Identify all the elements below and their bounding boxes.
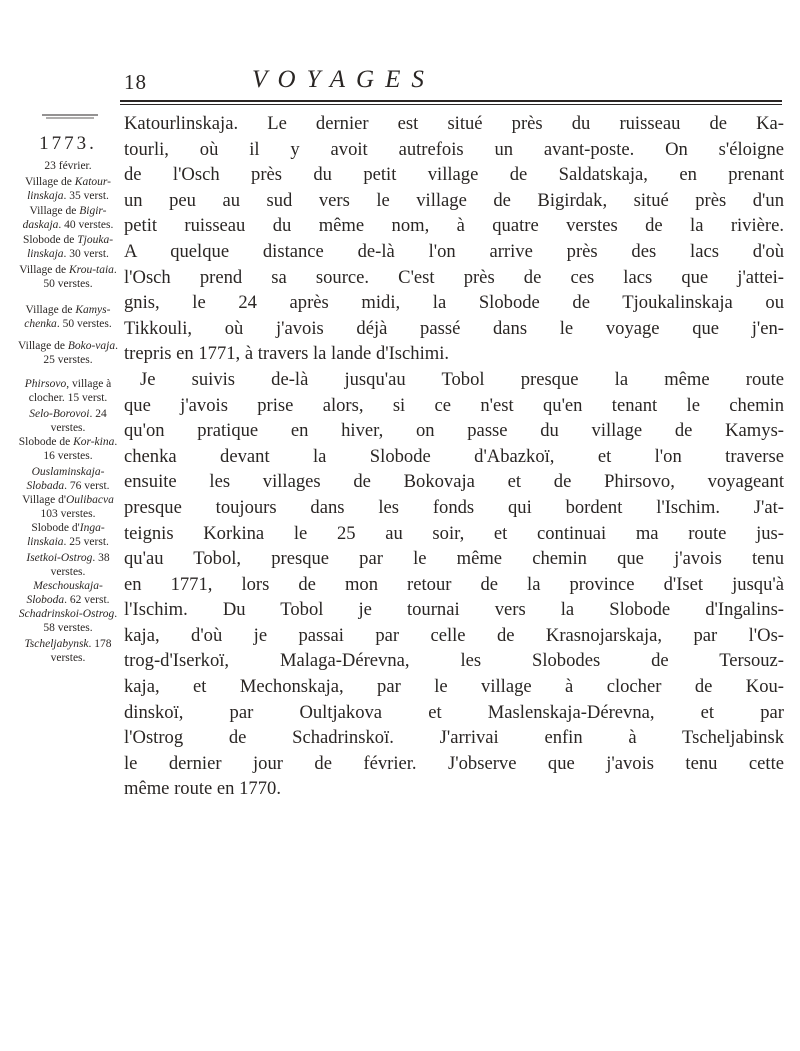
margin-note-prefix: Village de — [25, 304, 76, 316]
margin-note — [18, 408, 118, 435]
margin-note-prefix: Village de — [18, 340, 68, 352]
text-line: kaja, et Mechonskaja, par le village à clocher de Kou- — [124, 676, 784, 698]
margin-note-distance: 103 verstes. — [40, 507, 96, 520]
header-rule-thin — [120, 104, 782, 105]
text-line: presque toujours dans les fonds qui bordent l'Ischim. J'at- — [124, 496, 784, 518]
margin-note-distance: . 50 verstes. — [56, 317, 112, 330]
margin-note-place: Inga-linskaia — [27, 522, 105, 548]
text-line: kaja, d'où je passai par celle de Krasnojarskaja, par l'Os- — [124, 624, 784, 646]
margin-note-distance: . 178 verstes. — [50, 638, 112, 664]
main-text — [124, 111, 784, 802]
margin-date: 23 février. — [44, 160, 92, 172]
margin-note-prefix: Slobode de — [22, 234, 78, 246]
margin-note — [18, 205, 118, 232]
margin-note-distance: . 62 verst. — [64, 593, 110, 606]
text-line: chenka devant la Slobode d'Abazkoï, et l'on traverse — [124, 445, 784, 467]
text-line: un peu au sud vers le village de Bigirdak, situé près d'un — [124, 189, 784, 211]
text-line: que j'avois prise alors, si ce n'est qu'en tenant le chemin — [124, 394, 784, 416]
margin-flourish — [40, 113, 100, 121]
margin-note-place: Bigir-daskaja — [22, 205, 107, 231]
text-line: Katourlinskaja. Le dernier est situé près du ruisseau de Ka- — [124, 113, 784, 134]
text-line: Tikkouli, où j'avois déjà passé dans le voyage que j'en- — [124, 317, 784, 339]
header-rule — [120, 100, 782, 102]
margin-note — [18, 304, 118, 331]
text-line: l'Ischim. Du Tobol je tournai vers la Slobode d'Ingalins- — [124, 599, 784, 621]
margin-note — [18, 176, 118, 203]
text-line: en 1771, lors de mon retour de la province d'Iset jusqu'à — [124, 573, 784, 595]
margin-note — [18, 494, 118, 521]
margin-note — [18, 340, 118, 367]
margin-note-place: Phirsovo — [24, 378, 67, 390]
margin-note-distance: , village à clocher. 15 verst. — [28, 378, 112, 404]
margin-note-distance: . 35 verst. — [63, 189, 109, 202]
margin-note — [18, 638, 118, 665]
text-line: petit ruisseau du même nom, à quatre verstes de la rivière. — [124, 215, 784, 237]
running-title: VOYAGES — [252, 66, 435, 93]
margin-note-place: Meschouskaja-Sloboda — [26, 580, 103, 606]
margin-note-place: Tscheljabynsk — [24, 638, 89, 650]
margin-note-distance: . 50 verstes. — [43, 264, 117, 290]
text-line: teignis Korkina le 25 au soir, et continuai ma route jus- — [124, 522, 784, 544]
margin-note — [18, 580, 118, 607]
margin-note-distance: . 24 verstes. — [50, 408, 107, 434]
margin-note-place: Ouslaminskaja-Slobada — [26, 466, 105, 492]
margin-note-place: Selo-Borovoi — [29, 408, 90, 420]
margin-note-distance: . 38 verstes. — [50, 552, 110, 578]
margin-note — [18, 466, 118, 493]
margin-year: 1773. — [39, 133, 97, 154]
text-line: trepris en 1771, à travers la lande d'Ischimi. — [124, 343, 450, 365]
margin-note-place: Schadrinskoi-Ostrog — [18, 608, 115, 620]
margin-note-place: Kor-kina — [73, 436, 115, 448]
margin-note-prefix: Village d' — [22, 494, 66, 506]
text-line: A quelque distance de-là l'on arrive près des lacs d'où — [124, 240, 784, 262]
text-line: Je suivis de-là jusqu'au Tobol presque la même route — [140, 368, 784, 390]
margin-note-prefix: Village de — [29, 205, 80, 217]
margin-note-distance: . 25 verst. — [63, 535, 109, 548]
margin-note-distance: . 58 verstes. — [43, 608, 118, 634]
margin-note — [18, 378, 118, 405]
margin-note-place: Isetkoi-Ostrog — [26, 552, 93, 564]
margin-note-place: Boko-vaja — [67, 340, 116, 352]
margin-note — [18, 608, 118, 635]
text-line: trog-d'Iserkoï, Malaga-Dérevna, les Slobodes de Tersouz- — [124, 650, 784, 672]
margin-note-place: Tjouka-linskaja — [27, 234, 114, 260]
margin-note-distance: . 40 verstes. — [58, 218, 114, 231]
margin-note — [18, 264, 118, 291]
text-line: l'Ostrog de Schadrinskoï. J'arrivai enfin à Tscheljabinsk — [124, 727, 784, 749]
margin-note-prefix: Village de — [19, 264, 69, 276]
margin-note-prefix: Slobode de — [18, 436, 74, 448]
margin-note-distance: . 25 verstes. — [43, 340, 118, 366]
text-line: l'Osch prend sa source. C'est près de ces lacs que j'attei- — [124, 266, 784, 288]
margin-note — [18, 522, 118, 549]
margin-note-distance: . 16 verstes. — [43, 436, 118, 462]
margin-note-place: Oulibacva — [65, 494, 114, 506]
margin-note — [18, 234, 118, 261]
margin-note-distance: . 30 verst. — [63, 247, 109, 260]
margin-note — [18, 552, 118, 579]
margin-note — [18, 436, 118, 463]
page-number: 18 — [124, 70, 147, 94]
margin-note-prefix: Village de — [25, 176, 75, 188]
text-line: de l'Osch près du petit village de Saldatskaja, en prenant — [124, 164, 784, 186]
margin-note-prefix: Slobode d' — [31, 522, 80, 534]
text-line: ensuite les villages de Bokovaja et de Phirsovo, voyageant — [124, 471, 784, 493]
margin-note-place: Krou-taia — [68, 264, 114, 276]
text-line: tourli, où il y avoit autrefois un avant-poste. On s'éloigne — [124, 138, 784, 160]
text-line: le dernier jour de février. J'observe que j'avois tenu cette — [124, 752, 784, 774]
text-line: gnis, le 24 après midi, la Slobode de Tjoukalinskaja ou — [124, 292, 784, 314]
margin-note-distance: . 76 verst. — [64, 479, 110, 492]
text-line: même route en 1770. — [124, 778, 281, 800]
text-line: qu'on pratique en hiver, on passe du village de Kamys- — [124, 420, 784, 442]
margin-note-place: Kamys-chenka — [24, 304, 111, 330]
text-line: qu'au Tobol, presque par le même chemin que j'avois tenu — [124, 548, 784, 570]
margin-note-place: Katour-linskaja — [27, 176, 111, 202]
text-line: dinskoï, par Oultjakova et Maslenskaja-Dérevna, et par — [124, 701, 784, 723]
